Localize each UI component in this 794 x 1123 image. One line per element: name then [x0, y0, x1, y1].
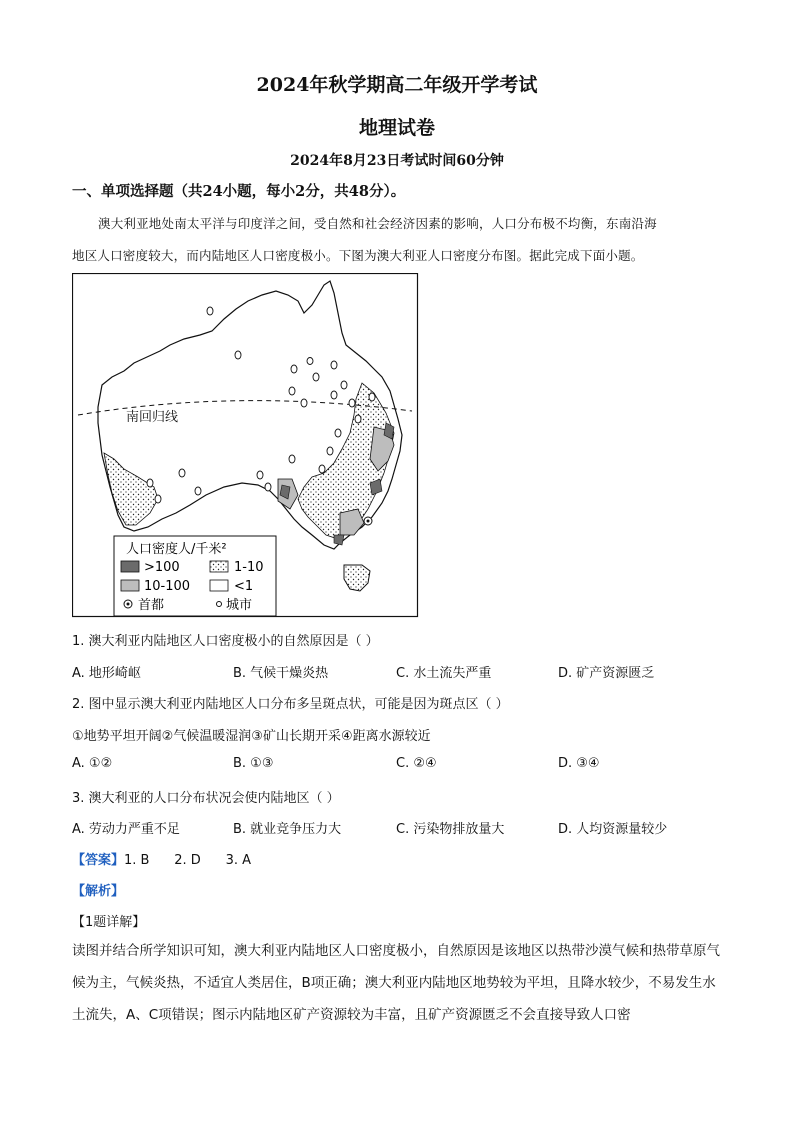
legend-lt1: <1	[234, 579, 254, 594]
legend-capital: 首都	[138, 598, 165, 613]
analysis-text: 读图并结合所学知识可知，澳大利亚内陆地区人口密度极小，自然原因是该地区以热带沙漠气候和热带草原气候为主，气候炎热，不适宜人类居住，B项正确；澳大利亚内陆地区地势较为平坦，且降水较少，不易发生水土流失，A、C项错误；图示内陆地区矿产资源较为丰富，且矿产资源匮乏不会直接导致人口密	[72, 943, 720, 1023]
section-heading: 一、单项选择题（共24小题，每小2分，共48分）。	[72, 183, 406, 200]
q1-option-c[interactable]: C. 水土流失严重	[396, 666, 492, 681]
q2-option-a[interactable]: A. ①②	[72, 756, 113, 771]
legend-10-100: 10-100	[144, 579, 191, 594]
q1-option-b[interactable]: B. 气候干燥炎热	[233, 666, 329, 681]
exam-title: 2024年秋学期高二年级开学考试	[256, 74, 538, 96]
answer-line	[72, 849, 251, 868]
australia-population-map	[72, 273, 419, 618]
legend-title: 人口密度人/千米²	[126, 542, 227, 557]
q2-option-c[interactable]: C. ②④	[396, 756, 437, 771]
q3-option-d[interactable]: D. 人均资源量较少	[558, 822, 668, 837]
detail-label: 【1题详解】	[72, 915, 146, 930]
map-legend	[114, 536, 276, 616]
tropic-label: 南回归线	[126, 410, 179, 425]
subject-title: 地理试卷	[358, 117, 435, 139]
legend-gt100: >100	[144, 560, 180, 575]
question-2-stem: 2. 图中显示澳大利亚内陆地区人口分布多呈斑点状，可能是因为斑点区（ ）	[72, 697, 509, 712]
analysis-label: 【解析】	[72, 884, 125, 899]
q1-option-a[interactable]: A. 地形崎岖	[72, 666, 141, 681]
exam-info: 2024年8月23日考试时间60分钟	[290, 153, 504, 169]
q2-option-b[interactable]: B. ①③	[233, 756, 274, 771]
answer-label: 【答案】	[72, 853, 125, 868]
q2-option-d[interactable]: D. ③④	[558, 756, 600, 771]
legend-city: 城市	[226, 598, 253, 613]
legend-1-10: 1-10	[234, 560, 264, 575]
q3-option-b[interactable]: B. 就业竞争压力大	[233, 822, 342, 837]
question-1-stem: 1. 澳大利亚内陆地区人口密度极小的自然原因是（ ）	[72, 634, 379, 649]
intro-line-2: 地区人口密度较大，而内陆地区人口密度极小。下图为澳大利亚人口密度分布图。据此完成下面小题。	[72, 248, 644, 263]
question-3-stem: 3. 澳大利亚的人口分布状况会使内陆地区（ ）	[72, 791, 340, 806]
question-2-choices: ①地势平坦开阔②气候温暖湿润③矿山长期开采④距离水源较近	[72, 729, 431, 744]
q1-option-d[interactable]: D. 矿产资源匮乏	[558, 666, 655, 681]
q3-option-a[interactable]: A. 劳动力严重不足	[72, 822, 180, 837]
density-gt100-melbourne	[334, 535, 344, 545]
intro-line-1: 澳大利亚地处南太平洋与印度洋之间，受自然和社会经济因素的影响，人口分布极不均衡，东南沿海	[98, 216, 657, 231]
q3-option-c[interactable]: C. 污染物排放量大	[396, 822, 505, 837]
capital-canberra	[364, 517, 372, 525]
answer-values: 1. B 2. D 3. A	[124, 853, 252, 868]
